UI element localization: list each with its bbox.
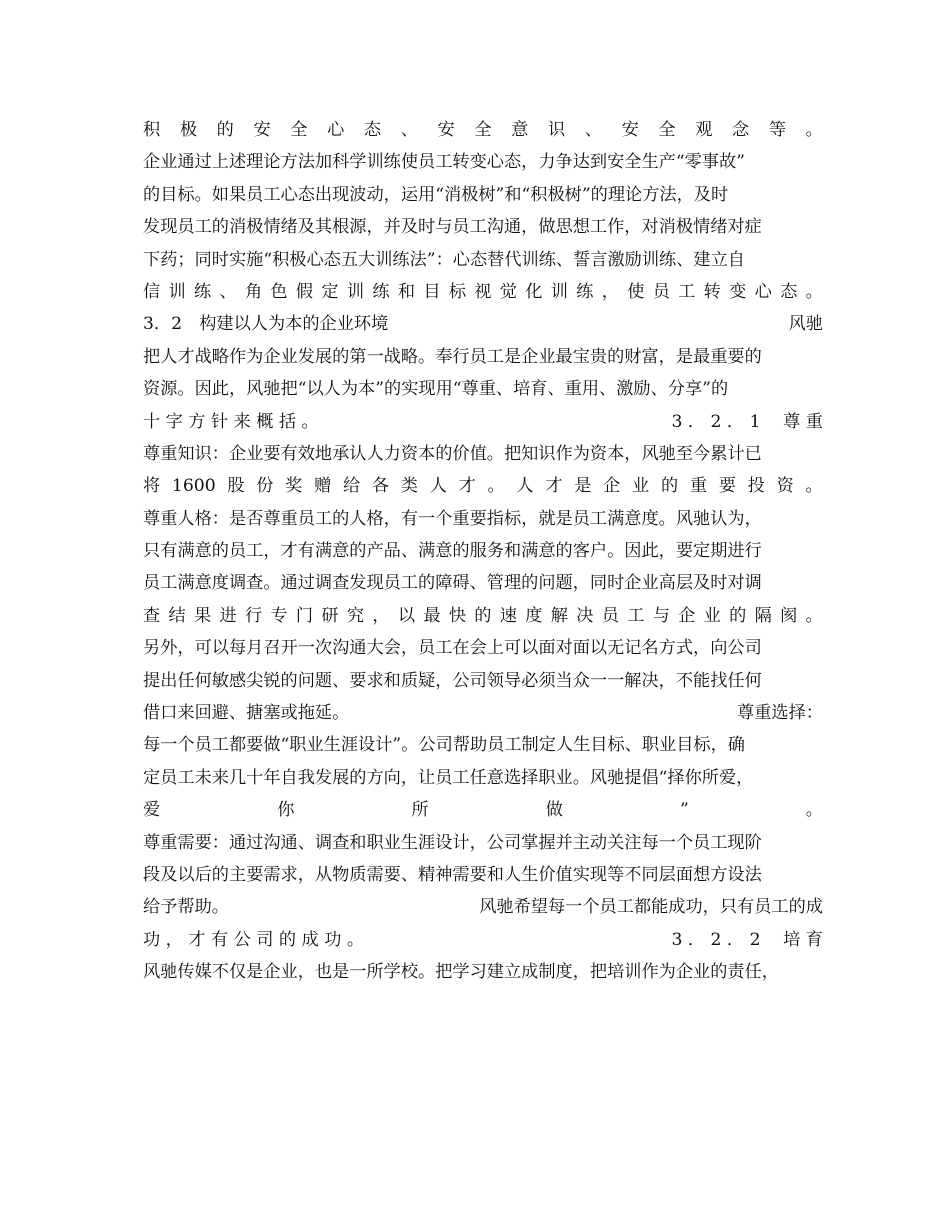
- text-line: 的目标。如果员工心态出现波动，运用“消极树”和“积极树”的理论方法，及时: [143, 184, 729, 205]
- text-token: 所: [411, 800, 429, 821]
- text-token: 工: [627, 605, 645, 626]
- text-line: 把人才战略作为企业发展的第一战略。奉行员工是企业最宝贵的财富，是最重要的: [143, 346, 762, 367]
- text-token: 果: [193, 605, 212, 626]
- text-token: 查: [143, 605, 161, 626]
- text-token: 你: [277, 800, 295, 821]
- text-line: 员工满意度调查。通过调查发现员工的障碍、管理的问题，同时企业高层及时对调: [143, 573, 762, 594]
- text-token: ，: [372, 605, 390, 626]
- text-token: 各: [371, 476, 390, 497]
- text-token: 工: [678, 281, 696, 302]
- text-line: 资源。因此，风驰把“以人为本”的实现用“尊重、培育、重用、激励、分享”的: [143, 379, 729, 400]
- text-token: 全: [474, 120, 492, 140]
- text-token: 1600: [171, 476, 216, 497]
- text-line: 尊重知识：企业要有效地承认人力资本的价值。把知识作为资本，风驰至今累计已: [143, 443, 762, 464]
- text-token: 全: [290, 120, 308, 140]
- text-token: 决: [576, 605, 594, 626]
- text-token: 业: [632, 476, 650, 497]
- text-line: 只有满意的员工，才有满意的产品、满意的服务和满意的客户。因此，要定期进行: [143, 541, 762, 562]
- text-token: 的: [729, 605, 747, 626]
- text-token: 极: [179, 120, 198, 140]
- text-line-left: 3．2 构建以人为本的企业环境: [143, 314, 389, 335]
- text-token: 转: [703, 281, 721, 302]
- text-token: 练: [193, 281, 212, 302]
- text-token: 。: [805, 800, 823, 821]
- text-token: 等: [768, 120, 787, 140]
- text-token: 与: [652, 605, 670, 626]
- text-token: 赠: [314, 476, 332, 497]
- text-line-right: 3 ． 2 ． 2 培 育: [671, 929, 823, 950]
- text-token: 安: [621, 120, 639, 140]
- text-token: 。: [805, 120, 823, 140]
- text-token: 积: [143, 120, 161, 140]
- text-token: 做: [545, 800, 563, 821]
- text-token: 练: [372, 281, 390, 302]
- text-token: 安: [437, 120, 455, 140]
- text-token: 视: [474, 281, 492, 302]
- text-token: 门: [295, 605, 314, 626]
- text-line: [143, 924, 823, 956]
- text-token: 究: [346, 605, 365, 626]
- text-token: 态: [363, 120, 382, 140]
- text-token: 最: [423, 605, 441, 626]
- text-token: 观: [695, 120, 713, 140]
- text-token: 练: [576, 281, 594, 302]
- text-token: 进: [219, 605, 237, 626]
- text-token: 训: [346, 281, 365, 302]
- text-token: 全: [658, 120, 676, 140]
- text-token: 业: [703, 605, 721, 626]
- text-line: [143, 276, 823, 308]
- text-token: 员: [601, 605, 619, 626]
- text-token: 专: [270, 605, 288, 626]
- text-line: [143, 697, 823, 729]
- text-token: 的: [660, 476, 679, 497]
- text-line-right: 风驰: [788, 314, 823, 335]
- text-token: 行: [244, 605, 263, 626]
- text-line: [143, 470, 823, 502]
- text-token: 才: [458, 476, 476, 497]
- text-token: 爱: [143, 800, 161, 821]
- text-token: 的: [216, 120, 234, 140]
- text-token: 重: [689, 476, 708, 497]
- text-line-left: 十 字 方 针 来 概 括 。: [143, 411, 319, 432]
- text-token: 、: [584, 120, 602, 140]
- text-token: 股: [227, 476, 245, 497]
- text-token: 要: [718, 476, 736, 497]
- text-token: 阂: [780, 605, 798, 626]
- text-token: 。: [487, 476, 505, 497]
- text-token: 意: [511, 120, 529, 140]
- text-token: 。: [805, 476, 823, 497]
- text-token: 人: [429, 476, 447, 497]
- text-line: 企业通过上述理论方法加科学训练使员工转变心态，力争达到安全生产“零事故”: [143, 152, 745, 173]
- text-token: 定: [321, 281, 339, 302]
- text-token: 态: [780, 281, 798, 302]
- text-line: 另外，可以每月召开一次沟通大会，员工在会上可以面对面以无记名方式，向公司: [143, 638, 762, 659]
- text-line: [143, 600, 823, 632]
- text-token: 奖: [285, 476, 303, 497]
- text-token: 、: [400, 120, 418, 140]
- text-token: 标: [448, 281, 467, 302]
- text-line-left: 借口来回避、搪塞或拖延。: [143, 703, 350, 724]
- text-token: 速: [499, 605, 517, 626]
- text-token: 心: [327, 120, 345, 140]
- text-token: 。: [805, 281, 823, 302]
- text-token: 份: [256, 476, 274, 497]
- text-token: 。: [805, 605, 823, 626]
- text-line-left: 功 ， 才 有 公 司 的 成 功 。: [143, 929, 365, 950]
- text-token: 角: [244, 281, 263, 302]
- text-line: [143, 794, 823, 826]
- text-line-left: 给予帮助。: [143, 897, 229, 918]
- text-token: 识: [547, 120, 566, 140]
- text-token: 给: [342, 476, 361, 497]
- text-token: 念: [732, 120, 750, 140]
- text-line: 每一个员工都要做“职业生涯设计”。公司帮助员工制定人生目标、职业目标，确: [143, 735, 745, 756]
- text-line: [143, 114, 823, 146]
- text-token: 企: [603, 476, 621, 497]
- text-token: 解: [550, 605, 568, 626]
- text-token: 投: [747, 476, 765, 497]
- text-token: 化: [525, 281, 543, 302]
- text-token: 目: [423, 281, 441, 302]
- text-line: 尊重需要：通过沟通、调查和职业生涯设计，公司掌握并主动关注每一个员工现阶: [143, 832, 762, 853]
- text-token: 信: [143, 281, 161, 302]
- text-token: 资: [776, 476, 794, 497]
- text-line: [143, 406, 823, 438]
- text-token: 训: [168, 281, 186, 302]
- text-token: 员: [652, 281, 670, 302]
- text-token: 类: [400, 476, 418, 497]
- body-text: [143, 114, 823, 989]
- text-line: 发现员工的消极情绪及其根源，并及时与员工沟通，做思想工作，对消极情绪对症: [143, 217, 762, 238]
- text-token: 色: [270, 281, 288, 302]
- text-token: 将: [143, 476, 161, 497]
- text-token: 快: [448, 605, 467, 626]
- text-token: 安: [253, 120, 271, 140]
- text-token: 度: [525, 605, 543, 626]
- text-line: 风驰传媒不仅是企业，也是一所学校。把学习建立成制度，把培训作为企业的责任，: [143, 962, 779, 983]
- text-line-right: 风驰希望每一个员工都能成功，只有员工的成: [479, 897, 823, 918]
- text-line: [143, 891, 823, 923]
- text-line: 段及以后的主要需求，从物质需要、精神需要和人生价值实现等不同层面想方设法: [143, 864, 762, 885]
- text-token: 人: [516, 476, 534, 497]
- text-token: 的: [474, 605, 492, 626]
- text-token: 才: [545, 476, 563, 497]
- text-line: 尊重人格：是否尊重员工的人格，有一个重要指标，就是员工满意度。风驰认为，: [143, 508, 762, 529]
- text-token: ，: [601, 281, 619, 302]
- text-token: 和: [397, 281, 416, 302]
- text-token: 企: [678, 605, 696, 626]
- text-token: 使: [627, 281, 645, 302]
- text-line-right: 尊重选择：: [737, 703, 823, 724]
- text-line: 提出任何敏感尖锐的问题、要求和质疑，公司领导必须当众一一解决，不能找任何: [143, 670, 762, 691]
- text-token: 、: [219, 281, 237, 302]
- text-line: 定员工未来几十年自我发展的方向，让员工任意选择职业。风驰提倡“择你所爱，: [143, 767, 754, 788]
- text-token: 假: [295, 281, 314, 302]
- text-line-right: 3 ． 2 ． 1 尊 重: [671, 411, 823, 432]
- text-token: 变: [729, 281, 747, 302]
- text-token: ”: [679, 800, 689, 821]
- text-token: 心: [754, 281, 772, 302]
- text-token: 是: [574, 476, 592, 497]
- text-token: 训: [550, 281, 568, 302]
- text-token: 觉: [499, 281, 517, 302]
- text-token: 以: [397, 605, 416, 626]
- text-line: 下药；同时实施“积极心态五大训练法”：心态替代训练、誓言激励训练、建立自: [143, 249, 745, 270]
- text-token: 结: [168, 605, 186, 626]
- text-token: 研: [321, 605, 339, 626]
- text-token: 隔: [754, 605, 772, 626]
- text-line: [143, 308, 823, 340]
